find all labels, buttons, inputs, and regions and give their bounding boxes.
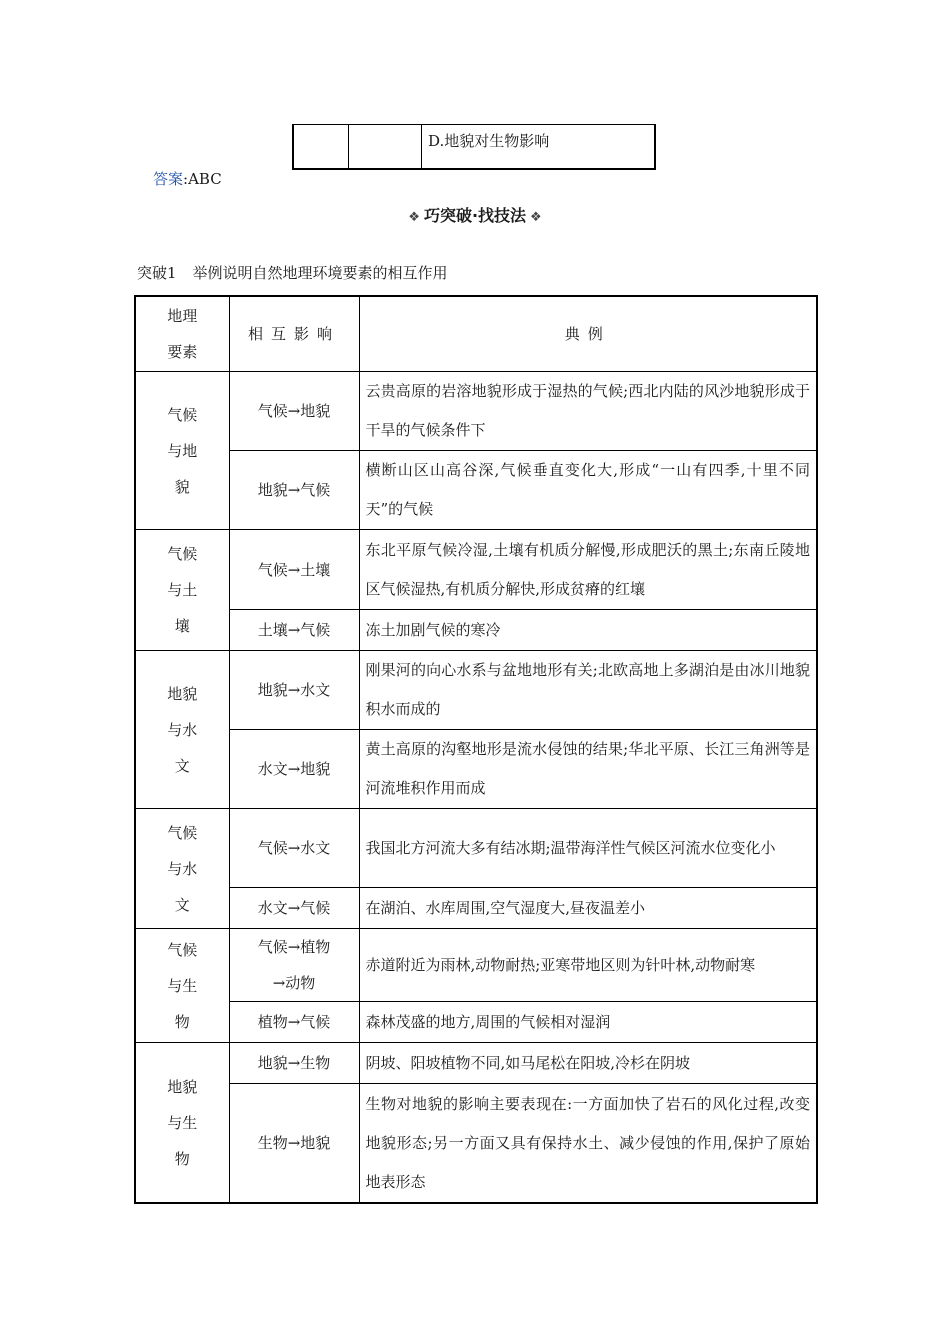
header-example: 典例 (359, 296, 817, 372)
relation-cell (229, 929, 359, 1002)
example-cell: 赤道附近为雨林,动物耐热;亚寒带地区则为针叶林,动物耐寒 (359, 929, 817, 1002)
relation-cell: 地貌→生物 (229, 1043, 359, 1084)
header-factor-line: 地理 (167, 307, 198, 325)
answer-label: 答案 (153, 170, 184, 188)
relation-cell: 植物→气候 (229, 1002, 359, 1043)
example-cell: 横断山区山高谷深,气候垂直变化大,形成“一山有四季,十里不同天”的气候 (359, 451, 817, 530)
factor-cell (135, 1043, 229, 1204)
factor-line: 地貌 (167, 684, 198, 703)
answer-value: :ABC (183, 170, 222, 188)
table-row (135, 1043, 817, 1084)
factor-line: 与地 (167, 441, 198, 460)
table-row (135, 929, 817, 1002)
breakthrough-number: 突破1 (137, 264, 177, 282)
example-cell: 森林茂盛的地方,周围的气候相对湿润 (359, 1002, 817, 1043)
table-row (135, 1084, 817, 1204)
table-row (135, 651, 817, 730)
example-cell: 我国北方河流大多有结冰期;温带海洋性气候区河流水位变化小 (359, 809, 817, 888)
diamond-icon: ❖ (408, 210, 420, 225)
empty-cell (349, 125, 422, 170)
table-row (293, 125, 655, 170)
factor-line: 与生 (167, 976, 198, 995)
factor-cell (135, 809, 229, 929)
interaction-table (134, 295, 818, 1204)
factor-line: 与水 (167, 720, 198, 739)
relation-cell: 生物→地貌 (229, 1084, 359, 1204)
factor-cell (135, 651, 229, 809)
table-row (135, 888, 817, 929)
diamond-icon: ❖ (530, 210, 542, 225)
relation-cell: 土壤→气候 (229, 610, 359, 651)
example-cell: 阴坡、阳坡植物不同,如马尾松在阳坡,冷杉在阴坡 (359, 1043, 817, 1084)
previous-question-table (292, 124, 656, 170)
header-relation: 相互影响 (229, 296, 359, 372)
factor-cell (135, 929, 229, 1043)
example-cell: 冻土加剧气候的寒冷 (359, 610, 817, 651)
factor-line: 物 (174, 1149, 190, 1168)
empty-cell (293, 125, 349, 170)
table-row (135, 372, 817, 451)
factor-line: 与土 (167, 581, 198, 599)
factor-line: 与生 (167, 1113, 198, 1132)
factor-line: 气候 (167, 940, 198, 959)
factor-cell (135, 372, 229, 530)
relation-line: 气候→植物 (257, 938, 331, 956)
factor-line: 气候 (167, 823, 198, 842)
table-row (135, 610, 817, 651)
example-cell: 在湖泊、水库周围,空气湿度大,昼夜温差小 (359, 888, 817, 929)
factor-line: 气候 (167, 545, 198, 563)
example-cell: 云贵高原的岩溶地貌形成于湿热的气候;西北内陆的风沙地貌形成于干旱的气候条件下 (359, 372, 817, 451)
option-d: D.地貌对生物影响 (422, 125, 656, 170)
breakthrough-heading (137, 262, 448, 283)
table-row (135, 530, 817, 610)
relation-cell: 地貌→水文 (229, 651, 359, 730)
header-factor-line: 要素 (167, 343, 198, 361)
answer-line (153, 168, 222, 189)
relation-cell: 水文→地貌 (229, 730, 359, 809)
table-row (135, 451, 817, 530)
table-row (135, 730, 817, 809)
factor-line: 与水 (167, 859, 198, 878)
relation-cell: 水文→气候 (229, 888, 359, 929)
factor-cell (135, 530, 229, 651)
factor-line: 文 (174, 756, 190, 775)
table-row (135, 1002, 817, 1043)
relation-cell: 气候→地貌 (229, 372, 359, 451)
table-header-row (135, 296, 817, 372)
section-title (0, 203, 950, 226)
example-cell: 刚果河的向心水系与盆地地形有关;北欧高地上多湖泊是由冰川地貌积水而成的 (359, 651, 817, 730)
factor-line: 文 (174, 895, 190, 914)
factor-line: 壤 (174, 617, 190, 635)
factor-line: 貌 (174, 477, 190, 496)
header-factor (135, 296, 229, 372)
relation-cell: 地貌→气候 (229, 451, 359, 530)
example-cell: 黄土高原的沟壑地形是流水侵蚀的结果;华北平原、长江三角洲等是河流堆积作用而成 (359, 730, 817, 809)
table-row (135, 809, 817, 888)
example-cell: 东北平原气候冷湿,土壤有机质分解慢,形成肥沃的黑土;东南丘陵地区气候湿热,有机质分解快,形成贫瘠的红壤 (359, 530, 817, 610)
section-title-text: 巧突破·找技法 (423, 206, 527, 225)
relation-cell: 气候→土壤 (229, 530, 359, 610)
factor-line: 气候 (167, 405, 198, 424)
relation-line: →动物 (272, 974, 316, 992)
breakthrough-text: 举例说明自然地理环境要素的相互作用 (192, 264, 448, 282)
relation-cell: 气候→水文 (229, 809, 359, 888)
example-cell: 生物对地貌的影响主要表现在:一方面加快了岩石的风化过程,改变地貌形态;另一方面又具有保持水土、减少侵蚀的作用,保护了原始地表形态 (359, 1084, 817, 1204)
factor-line: 物 (174, 1012, 190, 1031)
factor-line: 地貌 (167, 1077, 198, 1096)
